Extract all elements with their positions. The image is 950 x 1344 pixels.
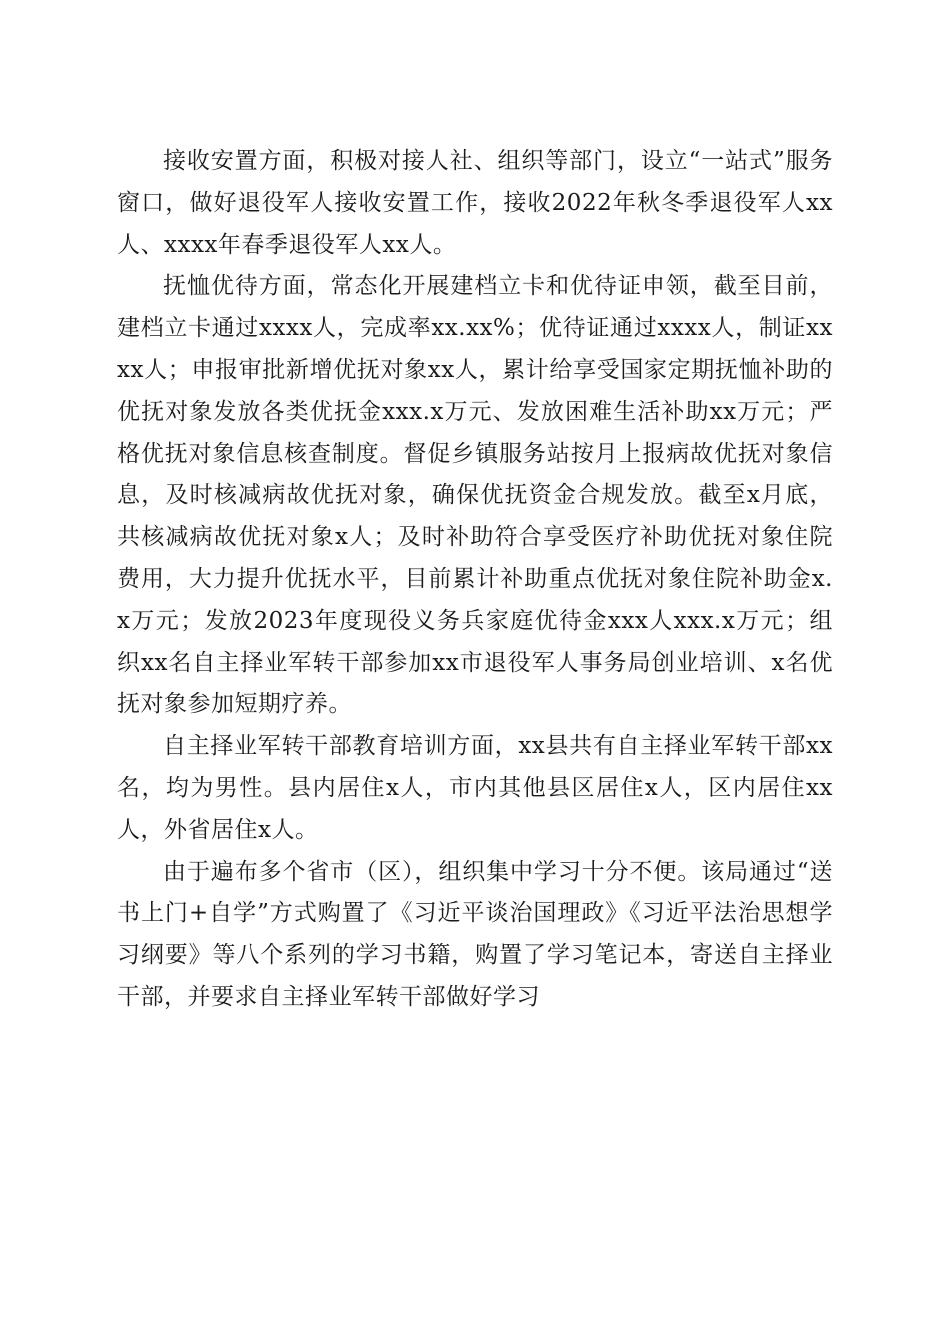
paragraph-cadre-training: 自主择业军转干部教育培训方面，xx县共有自主择业军转干部xx名，均为男性。县内居住x人，市内其他县区居住x人，区内居住xx人，外省居住x人。 [117, 733, 833, 843]
document-body [117, 141, 833, 1019]
paragraph-pension-benefits: 抚恤优待方面，常态化开展建档立卡和优待证申领，截至目前，建档立卡通过xxxx人，完成率xx.xx%；优待证通过xxxx人，制证xxxx人；申报审批新增优抚对象xx人，累计给享受国家定期抚恤补助的优抚对象发放各类优抚金xxx.x万元、发放困难生活补助xx万元；严格优抚对象信息核查制度。督促乡镇服务站按月上报病故优抚对象信息，及时核减病故优抚对象，确保优抚资金合规发放。截至x月底，共核减病故优抚对象x人；及时补助符合享受医疗补助优抚对象住院费用，大力提升优抚水平，目前累计补助重点优抚对象住院补助金x.x万元；发放2023年度现役义务兵家庭优待金xxx人xxx.x万元；组织xx名自主择业军转干部参加xx市退役军人事务局创业培训、x名优抚对象参加短期疗养。 [117, 273, 833, 718]
paragraph-resettlement: 接收安置方面，积极对接人社、组织等部门，设立“一站式”服务窗口，做好退役军人接收安置工作，接收2022年秋冬季退役军人xx人、xxxx年春季退役军人xx人。 [117, 148, 833, 258]
paragraph-study-materials: 由于遍布多个省市（区），组织集中学习十分不便。该局通过“送书上门+自学”方式购置了《习近平谈治国理政》《习近平法治思想学习纲要》等八个系列的学习书籍，购置了学习笔记本，寄送自主择业干部，并要求自主择业军转干部做好学习 [117, 858, 833, 1010]
